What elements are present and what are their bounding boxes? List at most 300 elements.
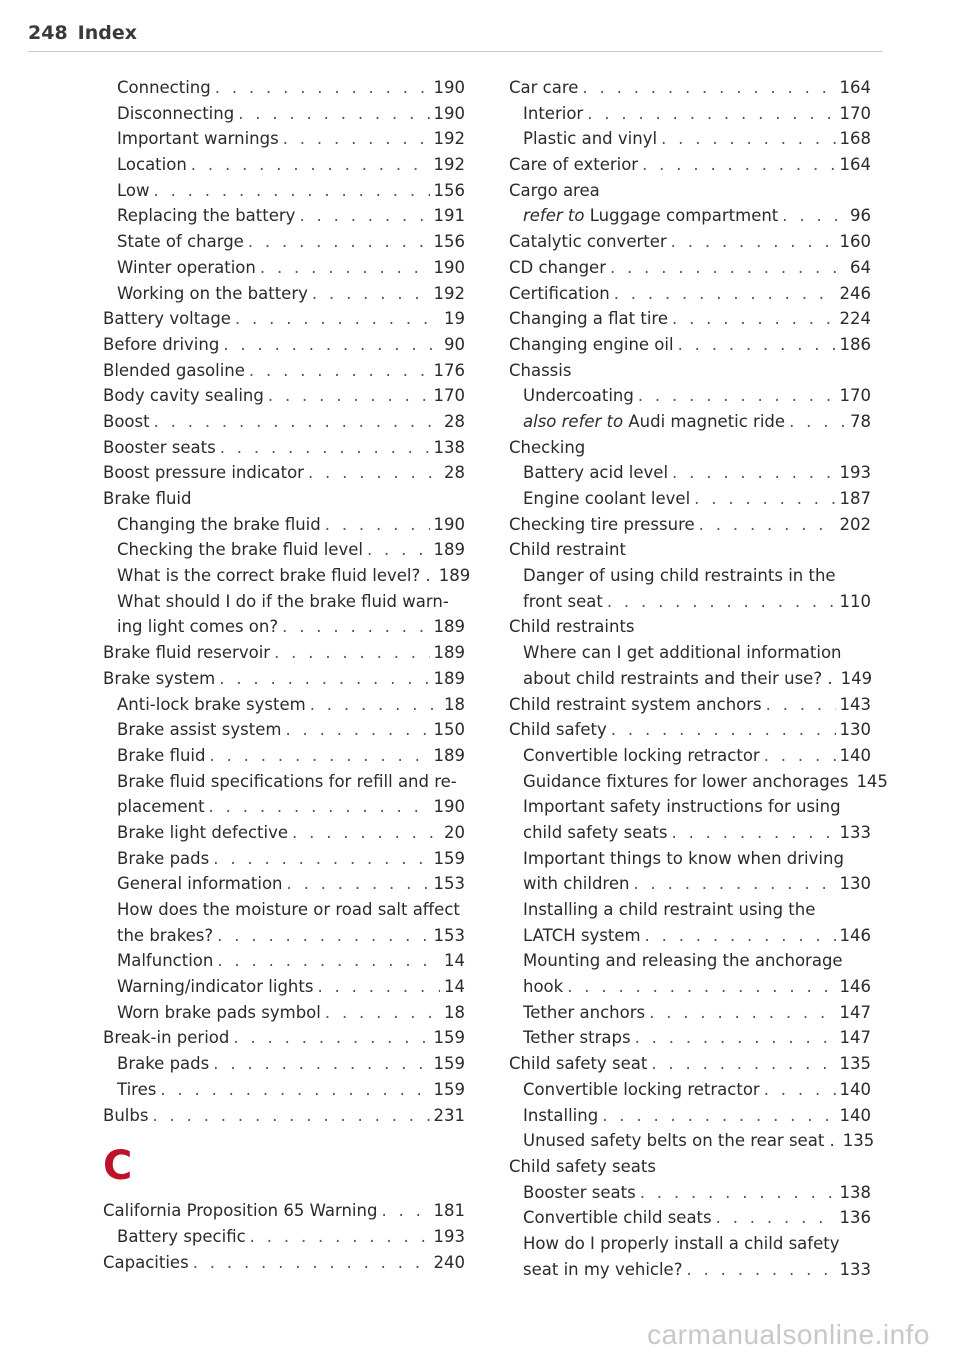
dot-leader <box>764 1077 836 1103</box>
index-entry <box>509 769 888 795</box>
dot-leader <box>154 178 430 204</box>
index-entry <box>509 897 871 923</box>
index-page-number: 18 <box>444 1002 465 1022</box>
index-entry-label: Battery specific <box>117 1226 246 1246</box>
dot-leader <box>154 409 440 435</box>
dot-leader <box>260 255 430 281</box>
index-entry-label: Anti-lock brake system <box>117 694 306 714</box>
index-entry-label: hook <box>523 977 564 997</box>
dot-leader <box>661 126 835 152</box>
index-entry-text <box>117 717 281 743</box>
index-entry-label: Low <box>117 180 150 200</box>
index-entry-text <box>117 1077 156 1103</box>
index-page-number: 28 <box>444 463 465 483</box>
dot-leader <box>287 871 430 897</box>
index-entry-text <box>523 743 760 769</box>
index-page-number: 190 <box>433 514 465 534</box>
index-entry-label: Brake fluid specifications for refill and re- <box>117 771 457 791</box>
index-entry-text <box>117 769 457 795</box>
index-entry <box>103 717 465 743</box>
index-entry <box>103 974 465 1000</box>
dot-leader <box>678 332 836 358</box>
index-page-number: 190 <box>433 78 465 97</box>
dot-leader <box>649 1000 835 1026</box>
index-entry <box>103 178 465 204</box>
index-entry-text <box>523 846 844 872</box>
index-page-number: 170 <box>839 103 871 123</box>
index-page-number: 133 <box>839 822 871 842</box>
index-entry-label: Brake fluid reservoir <box>103 643 271 663</box>
index-entry-label: What is the correct brake fluid level? . <box>117 566 431 586</box>
index-entry-text <box>509 152 638 178</box>
index-page-number: 140 <box>839 745 871 765</box>
index-entry <box>103 383 465 409</box>
index-entry-text <box>103 640 270 666</box>
index-entry-label: child safety seats <box>523 822 668 842</box>
index-entry-text <box>509 229 667 255</box>
index-page-number: 192 <box>433 283 465 303</box>
dot-leader <box>645 923 836 949</box>
dot-leader <box>233 1025 429 1051</box>
index-entry-label: Convertible locking retractor <box>523 745 760 765</box>
index-entry-text <box>509 512 695 538</box>
index-entry <box>509 229 871 255</box>
index-entry-label: CD changer <box>509 257 606 277</box>
cross-reference-prefix: also refer to <box>523 411 624 431</box>
index-entry-label: Booster seats <box>523 1182 636 1202</box>
dot-leader <box>614 281 836 307</box>
index-entry-text <box>117 1051 209 1077</box>
page-header <box>28 22 878 44</box>
index-page-number: 153 <box>433 874 465 894</box>
index-entry-text <box>117 126 279 152</box>
index-list-right <box>509 75 888 1282</box>
dot-leader <box>282 614 429 640</box>
index-entry-text <box>117 614 278 640</box>
index-entry <box>509 178 871 204</box>
index-page-number: 78 <box>850 411 871 431</box>
index-page-number: 186 <box>839 334 871 354</box>
index-entry-text <box>117 1224 246 1250</box>
index-entry-label: Unused safety belts on the rear seat . <box>523 1131 835 1151</box>
index-entry <box>103 820 465 846</box>
index-entry-label: Brake pads <box>117 848 210 868</box>
index-page-number: 176 <box>433 360 465 380</box>
index-entry <box>509 486 871 512</box>
index-entry <box>103 512 465 538</box>
index-page-number: 20 <box>444 822 465 842</box>
index-entry <box>509 203 871 229</box>
index-entry-label: Disconnecting <box>117 103 235 123</box>
index-page-number: 164 <box>839 78 871 97</box>
index-entry-label: Interior <box>523 103 584 123</box>
dot-leader <box>248 229 430 255</box>
dot-leader <box>651 1051 835 1077</box>
index-page-number: 28 <box>444 411 465 431</box>
index-entry-text <box>523 923 641 949</box>
index-entry-label: Car care <box>509 78 579 97</box>
index-page-number: 147 <box>839 1028 871 1048</box>
index-page-number: 153 <box>433 925 465 945</box>
index-entry-text <box>103 383 264 409</box>
index-entry-label: Brake fluid <box>117 745 206 765</box>
index-page-number: 14 <box>444 977 465 997</box>
dot-leader <box>210 743 430 769</box>
index-entry <box>103 846 465 872</box>
dot-leader <box>213 846 429 872</box>
dot-leader <box>219 666 429 692</box>
index-page-number: 159 <box>433 1054 465 1074</box>
index-entry-label: Brake pads <box>117 1054 210 1074</box>
index-entry <box>103 1025 465 1051</box>
index-entry-label: Child safety seat <box>509 1054 648 1074</box>
index-entry-text <box>103 1198 377 1224</box>
index-entry <box>509 1000 871 1026</box>
page-title: Index <box>77 22 138 44</box>
index-page-number: 138 <box>839 1182 871 1202</box>
index-page-number: 64 <box>850 257 871 277</box>
dot-leader <box>209 794 430 820</box>
dot-leader <box>671 229 836 255</box>
index-entry-text <box>509 306 668 332</box>
index-entry-text <box>103 409 150 435</box>
dot-leader <box>611 717 836 743</box>
index-entry-text <box>103 666 215 692</box>
dot-leader <box>367 537 430 563</box>
index-entry-text <box>523 589 603 615</box>
index-entry-label: seat in my vehicle? <box>523 1259 683 1279</box>
index-entry-label: Boost pressure indicator <box>103 463 304 483</box>
dot-leader <box>160 1077 429 1103</box>
index-entry-text <box>523 794 841 820</box>
index-entry <box>103 1250 465 1276</box>
index-entry-label: Installing <box>523 1105 599 1125</box>
index-entry-label: Child safety seats <box>509 1156 656 1176</box>
dot-leader <box>587 101 835 127</box>
dot-leader <box>582 75 835 101</box>
index-entry-text <box>523 126 657 152</box>
index-entry <box>103 589 465 615</box>
index-entry-label: Battery voltage <box>103 309 231 329</box>
index-entry-text <box>509 255 606 281</box>
index-entry-label: Malfunction <box>117 951 214 971</box>
index-entry-label: placement <box>117 797 205 817</box>
index-entry-text <box>117 255 256 281</box>
index-page-number: 189 <box>438 566 471 586</box>
index-entry-label: Winter operation <box>117 257 256 277</box>
dot-leader <box>381 1198 429 1224</box>
dot-leader <box>672 306 836 332</box>
index-page-number: 149 <box>840 668 873 688</box>
index-entry <box>509 871 871 897</box>
index-entry-text <box>523 563 836 589</box>
index-entry <box>103 152 465 178</box>
index-entry <box>509 152 871 178</box>
index-entry <box>509 820 871 846</box>
dot-leader <box>285 717 429 743</box>
index-entry-text <box>509 435 585 461</box>
index-entry <box>103 1198 465 1224</box>
index-entry-text <box>523 101 583 127</box>
index-entry <box>509 75 871 101</box>
index-entry <box>509 435 871 461</box>
index-entry-text <box>103 332 219 358</box>
index-entry <box>509 1257 871 1283</box>
index-entry-text <box>523 1231 839 1257</box>
index-page-number: 192 <box>433 155 465 175</box>
index-entry <box>509 1180 871 1206</box>
index-entry-label: Important things to know when driving <box>523 848 844 868</box>
index-page-number: 190 <box>433 103 465 123</box>
index-entry-label: Convertible child seats <box>523 1208 712 1228</box>
index-page-number: 145 <box>856 771 888 791</box>
index-page-number: 136 <box>839 1208 871 1228</box>
index-page-number: 156 <box>433 180 465 200</box>
dot-leader <box>317 974 440 1000</box>
index-entry-label: Checking <box>509 437 586 457</box>
index-entry-label: Important warnings <box>117 129 279 149</box>
dot-leader <box>299 203 429 229</box>
index-entry-label: Guidance fixtures for lower anchorages <box>523 771 849 791</box>
index-list-left-c <box>103 1198 465 1275</box>
index-entry <box>509 537 871 563</box>
index-page-number: 170 <box>839 386 871 406</box>
index-entry-text <box>117 229 244 255</box>
index-entry <box>103 614 465 640</box>
index-entry-text <box>117 537 363 563</box>
index-entry-label: Working on the battery <box>117 283 308 303</box>
index-entry-text <box>523 409 785 435</box>
index-entry <box>509 512 871 538</box>
index-page-number: 146 <box>839 977 871 997</box>
index-entry-label: Child safety <box>509 720 607 740</box>
index-entry-label: Location <box>117 155 187 175</box>
index-entry-text <box>523 486 690 512</box>
index-entry <box>509 614 871 640</box>
index-entry-text <box>509 281 610 307</box>
index-entry-label: Where can I get additional information <box>523 643 842 663</box>
index-entry-label: Audi magnetic ride <box>628 411 786 431</box>
index-entry-text <box>117 692 306 718</box>
index-entry-label: Cargo area <box>509 180 600 200</box>
index-entry-label: Booster seats <box>103 437 216 457</box>
index-entry-text <box>523 666 833 692</box>
index-entry <box>103 1000 465 1026</box>
index-entry-label: Brake system <box>103 668 216 688</box>
index-entry-text <box>117 897 460 923</box>
index-entry <box>509 692 871 718</box>
index-entry-label: the brakes? <box>117 925 214 945</box>
index-entry <box>509 1077 871 1103</box>
index-entry-text <box>117 75 211 101</box>
index-entry <box>509 383 871 409</box>
index-entry-label: Checking tire pressure <box>509 514 695 534</box>
index-page-number: 130 <box>839 874 871 894</box>
index-entry-text <box>117 846 209 872</box>
index-entry-text <box>509 75 578 101</box>
index-entry <box>103 281 465 307</box>
index-entry-text <box>117 1000 321 1026</box>
index-entry <box>509 332 871 358</box>
dot-leader <box>602 1103 835 1129</box>
index-entry <box>509 563 871 589</box>
index-entry-text <box>117 512 321 538</box>
index-page-number: 193 <box>839 463 871 483</box>
dot-leader <box>789 409 846 435</box>
index-entry-text <box>523 460 668 486</box>
index-entry-label: Catalytic converter <box>509 232 667 252</box>
index-entry <box>509 255 871 281</box>
index-entry-text <box>523 820 668 846</box>
index-entry-label: Before driving <box>103 334 220 354</box>
index-entry-text <box>103 306 231 332</box>
dot-leader <box>220 435 430 461</box>
index-page-number: 90 <box>444 334 465 354</box>
index-entry-text <box>103 435 216 461</box>
index-entry <box>509 1051 871 1077</box>
index-entry-text <box>523 1205 712 1231</box>
index-entry-label: LATCH system <box>523 925 641 945</box>
index-entry-text <box>103 460 304 486</box>
index-entry <box>509 948 871 974</box>
index-entry <box>103 486 465 512</box>
index-entry-text <box>117 743 206 769</box>
index-page-number: 246 <box>839 283 871 303</box>
index-entry-label: Care of exterior <box>509 155 639 175</box>
index-entry-label: General information <box>117 874 283 894</box>
header-rule <box>28 51 882 52</box>
index-entry-label: Changing the brake fluid <box>117 514 321 534</box>
index-entry <box>509 460 871 486</box>
index-entry-label: with children <box>523 874 630 894</box>
dot-leader <box>633 871 835 897</box>
index-entry-label: Brake assist system <box>117 720 282 740</box>
index-entry-label: front seat <box>523 591 603 611</box>
index-entry-text <box>117 281 308 307</box>
index-page-number: 189 <box>433 643 465 663</box>
index-entry-text <box>117 923 213 949</box>
index-entry-label: Capacities <box>103 1252 189 1272</box>
index-entry-label: Checking the brake fluid level <box>117 540 363 560</box>
index-entry-text <box>509 1051 647 1077</box>
dot-leader <box>292 820 440 846</box>
index-entry <box>509 1025 871 1051</box>
dot-leader <box>325 512 430 538</box>
index-entry <box>103 563 471 589</box>
index-entry <box>103 666 465 692</box>
dot-leader <box>686 1257 835 1283</box>
index-entry <box>509 126 871 152</box>
index-page-number: 147 <box>839 1002 871 1022</box>
index-entry-label: about child restraints and their use? . <box>523 668 833 688</box>
dot-leader <box>193 1250 430 1276</box>
page-number: 248 <box>28 22 68 44</box>
index-page-number: 140 <box>839 1105 871 1125</box>
dot-leader <box>782 203 846 229</box>
dot-leader <box>223 332 440 358</box>
dot-leader <box>764 743 836 769</box>
index-entry-label: Replacing the battery <box>117 206 296 226</box>
index-page-number: 19 <box>444 309 465 329</box>
index-entry-text <box>117 152 187 178</box>
index-entry <box>509 640 871 666</box>
index-entry <box>509 358 871 384</box>
index-page-number: 192 <box>433 129 465 149</box>
index-entry-label: Plastic and vinyl <box>523 129 658 149</box>
index-entry-text <box>523 948 843 974</box>
index-entry <box>103 332 465 358</box>
dot-leader <box>213 1051 429 1077</box>
index-entry-label: Bulbs <box>103 1105 149 1125</box>
index-entry-text <box>117 589 449 615</box>
index-entry-text <box>523 383 634 409</box>
index-entry-label: Warning/indicator lights <box>117 977 314 997</box>
index-entry <box>509 1103 871 1129</box>
index-entry-text <box>523 769 848 795</box>
index-entry <box>103 101 465 127</box>
index-entry-text <box>509 692 762 718</box>
index-page-number: 190 <box>433 797 465 817</box>
index-entry <box>103 306 465 332</box>
dot-leader <box>217 923 429 949</box>
index-entry-text <box>117 871 283 897</box>
index-entry <box>103 435 465 461</box>
dot-leader <box>672 820 836 846</box>
index-entry <box>509 589 871 615</box>
cross-reference-prefix: refer to <box>523 206 585 226</box>
index-entry-label: Danger of using child restraints in the <box>523 566 836 586</box>
index-column-left <box>103 75 471 1275</box>
dot-leader <box>312 281 430 307</box>
index-entry <box>103 871 465 897</box>
index-entry-label: Tether anchors <box>523 1002 646 1022</box>
index-entry <box>103 75 465 101</box>
index-entry-label: Blended gasoline <box>103 360 245 380</box>
index-page-number: 189 <box>433 745 465 765</box>
index-entry <box>103 769 465 795</box>
dot-leader <box>217 948 440 974</box>
index-entry-text <box>509 332 674 358</box>
index-entry-label: Mounting and releasing the anchorage <box>523 951 843 971</box>
index-page-number: 170 <box>433 386 465 406</box>
index-entry <box>509 1231 871 1257</box>
index-entry-label: Boost <box>103 411 150 431</box>
index-page-number: 110 <box>839 591 871 611</box>
index-page-number: 189 <box>433 668 465 688</box>
index-entry <box>509 717 871 743</box>
index-page-number: 14 <box>444 951 465 971</box>
dot-leader <box>238 101 429 127</box>
index-page-number: 140 <box>839 1079 871 1099</box>
index-page-number: 18 <box>444 694 465 714</box>
index-entry-text <box>117 178 150 204</box>
index-entry <box>103 409 465 435</box>
index-entry-text <box>509 614 635 640</box>
index-entry <box>103 203 465 229</box>
index-page-number: 224 <box>839 309 871 329</box>
index-entry <box>509 281 871 307</box>
index-entry-label: Chassis <box>509 360 572 380</box>
index-entry <box>103 358 465 384</box>
index-entry <box>509 306 871 332</box>
index-entry-text <box>523 1128 835 1154</box>
index-entry-text <box>523 1180 636 1206</box>
index-page-number: 138 <box>433 437 465 457</box>
index-entry-label: Battery acid level <box>523 463 669 483</box>
index-entry-label: Brake light defective <box>117 822 289 842</box>
index-entry-label: Important safety instructions for using <box>523 797 841 817</box>
index-page-number: 133 <box>839 1259 871 1279</box>
